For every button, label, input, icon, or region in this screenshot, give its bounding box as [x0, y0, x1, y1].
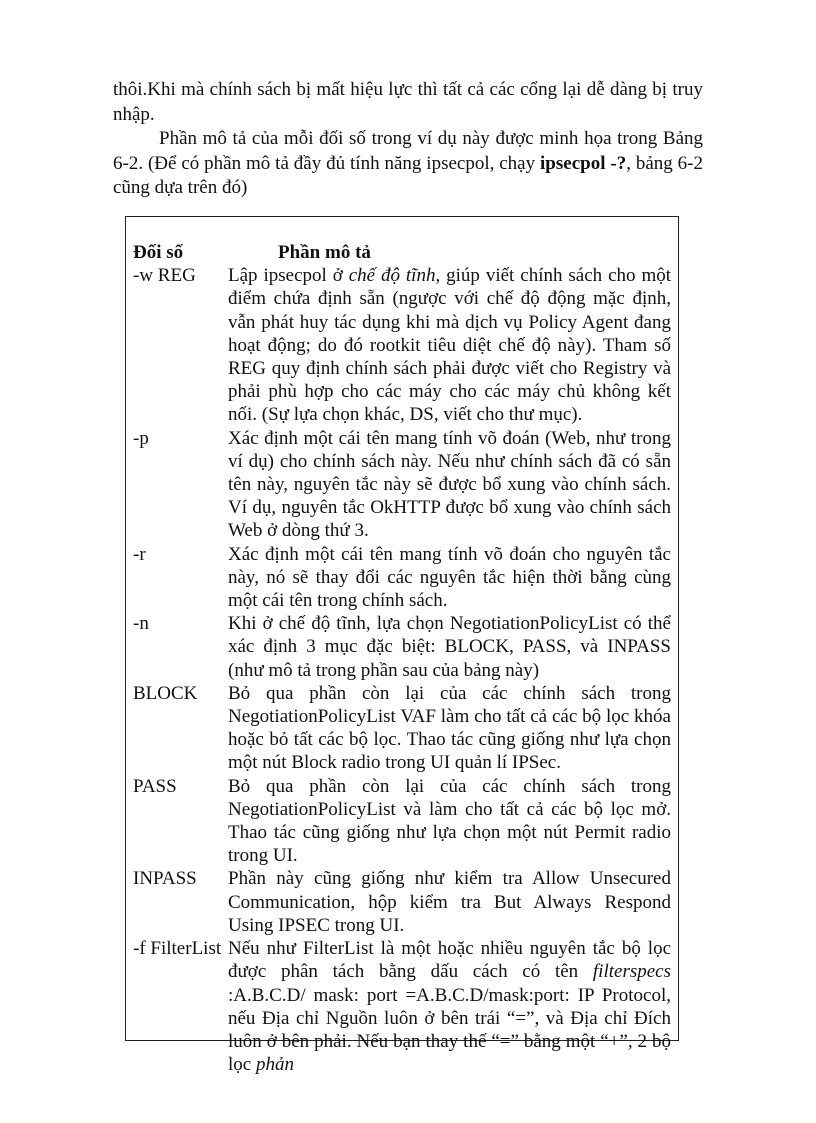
argument-description: Phần này cũng giống như kiểm tra Allow Unsecured Communication, hộp kiểm tra But Always Respond Using IPSEC trong UI. [228, 868, 671, 936]
argument-table [133, 241, 671, 1076]
argument-description: Lập ipsecpol ở chế độ tĩnh, giúp viết chính sách cho một điểm chứa định sẵn (ngược với chế độ động mặc định, vẫn phát huy tác dụng khi mà dịch vụ Policy Agent đang hoạt động; do đó rootkit tiêu diệt chế độ này). Tham số REG quy định chính sách phải được viết cho Registry và phải phù hợp cho các máy cho các máy chủ không kết nối. (Sự lựa chọn khác, DS, viết cho thư mục). [228, 265, 671, 426]
argument-name: PASS [133, 775, 177, 797]
argument-table-box [125, 216, 679, 1076]
intro-paragraph-1: thôi.Khi mà chính sách bị mất hiệu lực thì tất cả các cổng lại dễ dàng bị truy nhập. [113, 79, 703, 125]
argument-name: -w REG [133, 265, 196, 287]
table-row-pass [133, 775, 671, 868]
intro-paragraph-2: Phần mô tả của mỗi đối số trong ví dụ này được minh họa trong Bảng 6-2. (Để có phần mô tả đầy đủ tính năng ipsecpol, chạy ipsecpol -?, bảng 6-2 cũng dựa trên đó) [113, 128, 704, 198]
argument-description: Nếu như FilterList là một hoặc nhiều nguyên tắc bộ lọc được phân tách bằng dấu cách có tên filterspecs :A.B.C.D/ mask: port =A.B.C.D/mask:port: IP Protocol, nếu Địa chỉ Nguồn luôn ở bên trái “=”, và Địa chỉ Đích luôn ở bên phải. Nếu bạn thay thế “=” bằng một “+”, 2 bộ lọc phản [228, 938, 671, 1076]
argument-name: BLOCK [133, 682, 198, 704]
table-row-inpass [133, 867, 671, 937]
argument-name: -n [133, 613, 149, 635]
table-row-r [133, 543, 671, 613]
argument-name: -f FilterList [133, 938, 222, 960]
table-row-p [133, 427, 671, 543]
intro-text [113, 78, 703, 201]
argument-name: -r [133, 543, 146, 565]
table-row-block [133, 682, 671, 775]
table-row-n [133, 612, 671, 682]
argument-description: Xác định một cái tên mang tính võ đoán (Web, như trong ví dụ) cho chính sách này. Nếu như chính sách đã có sẵn tên này, nguyên tắc này sẽ được bổ xung vào chính sách. Ví dụ, nguyên tắc OkHTTP được bổ xung vào chính sách Web ở dòng thứ 3. [228, 427, 671, 542]
argument-description: Khi ở chế độ tĩnh, lựa chọn NegotiationPolicyList có thể xác định 3 mục đặc biệt: BLOCK, PASS, và INPASS (như mô tả trong phần sau của bảng này) [228, 613, 671, 681]
header-description: Phần mô tả [278, 242, 371, 263]
table-row-f [133, 937, 671, 1076]
argument-name: INPASS [133, 868, 197, 890]
command-name: ipsecpol -? [540, 152, 627, 174]
table-header [133, 241, 671, 264]
argument-description: Bỏ qua phần còn lại của các chính sách trong NegotiationPolicyList và làm cho tất cả các bộ lọc mở. Thao tác cũng giống như lựa chọn một nút Permit radio trong UI. [228, 775, 671, 867]
table-row-w [133, 264, 671, 426]
argument-description: Xác định một cái tên mang tính võ đoán cho nguyên tắc này, nó sẽ thay đổi các nguyên tắc hiện thời bằng cùng một cái tên trong chính sách. [228, 543, 671, 612]
header-argument: Đối số [133, 242, 184, 263]
argument-description: Bỏ qua phần còn lại của các chính sách trong NegotiationPolicyList VAF làm cho tất cả các bộ lọc khóa hoặc bỏ tất các bộ lọc. Thao tác cũng giống như lựa chọn một nút Block radio trong UI quản lí IPSec. [228, 682, 671, 774]
argument-name: -p [133, 427, 149, 449]
